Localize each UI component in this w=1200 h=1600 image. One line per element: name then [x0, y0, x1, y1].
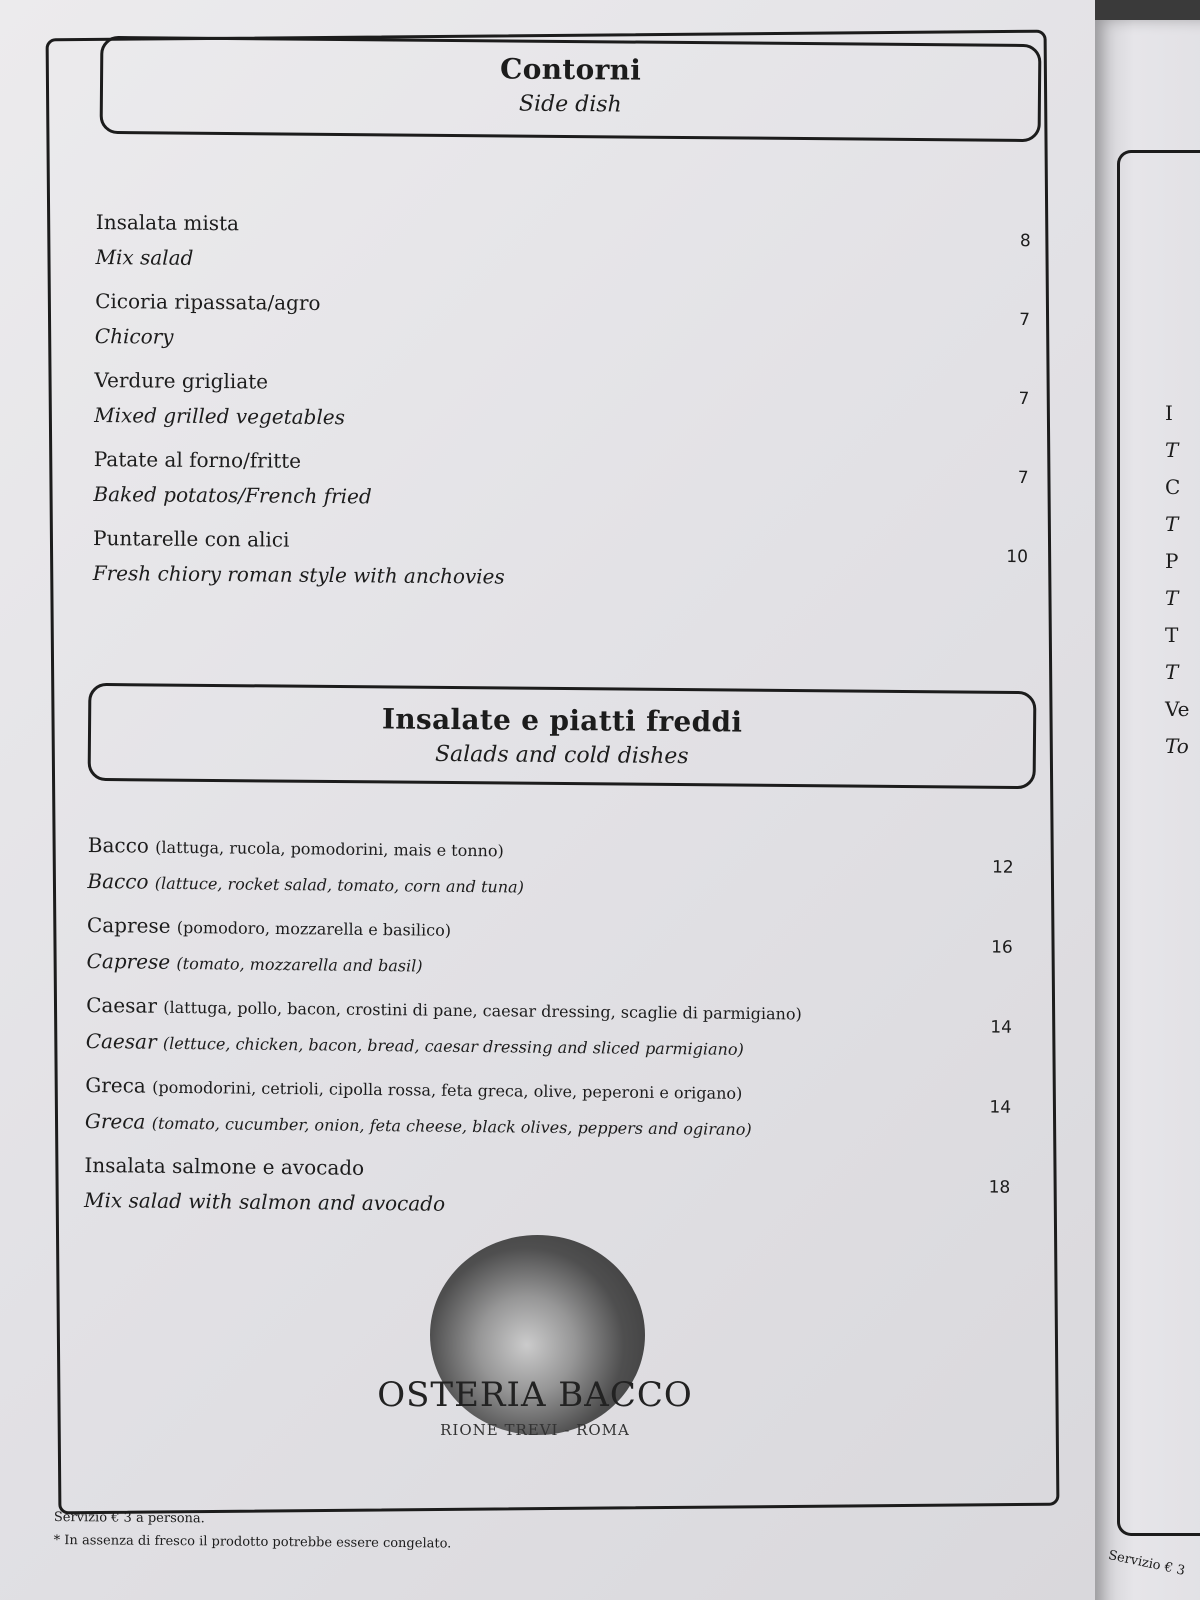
logo-name: OSTERIA BACCO: [377, 1375, 693, 1415]
menu-item: [84, 1148, 1025, 1238]
page-footer: [54, 1506, 452, 1555]
menu-item: [85, 988, 1026, 1078]
restaurant-logo: [370, 1235, 700, 1465]
item-ingredients: (lattuga, pollo, bacon, crostini di pane, caesar dressing, scaglie di parmigiano): [163, 997, 802, 1024]
next-page-letter: T: [1165, 512, 1179, 536]
item-price: 12: [991, 857, 1014, 878]
item-translation: Fresh chiory roman style with anchovies: [92, 560, 505, 589]
item-ingredients: (lattuga, rucola, pomodorini, mais e tonno): [155, 837, 504, 861]
item-translation: Chicory: [94, 323, 174, 349]
item-ingredients-translation: (tomato, cucumber, onion, feta cheese, black olives, peppers and ogirano): [151, 1113, 752, 1139]
item-price: 18: [988, 1177, 1011, 1198]
item-translation: Mix salad with salmon and avocado: [83, 1187, 446, 1216]
item-translation: Caesar: [85, 1028, 157, 1054]
item-ingredients: (pomodoro, mozzarella e basilico): [176, 917, 452, 940]
next-page-letter: T: [1165, 660, 1179, 684]
item-name: Caesar: [86, 992, 158, 1018]
section-header-contorni: [100, 36, 1042, 142]
item-translation: Bacco: [87, 868, 149, 894]
item-name: Bacco: [87, 832, 150, 858]
item-name: Verdure grigliate: [94, 367, 269, 394]
menu-item: [85, 1068, 1026, 1158]
contorni-list: [93, 205, 1041, 608]
item-name: Insalata salmone e avocado: [84, 1152, 365, 1180]
next-page-letter: P: [1165, 549, 1179, 573]
item-ingredients-translation: (tomato, mozzarella and basil): [176, 953, 423, 976]
section-title: Insalate e piatti freddi: [381, 702, 743, 739]
item-price: 7: [1019, 310, 1031, 331]
service-charge-note: Servizio € 3 a persona.: [53, 1509, 205, 1527]
item-translation: Caprese: [86, 948, 171, 974]
section-title: Contorni: [499, 52, 642, 87]
menu-item: [94, 363, 1040, 450]
section-subtitle: Side dish: [518, 91, 622, 118]
insalate-list: [84, 828, 1028, 1238]
menu-item: [86, 908, 1027, 998]
next-page-letter: I: [1165, 401, 1173, 425]
item-name: Patate al forno/fritte: [93, 446, 302, 473]
item-translation: Greca: [84, 1108, 146, 1134]
item-name: Greca: [85, 1072, 146, 1098]
next-page-letter: T: [1165, 623, 1179, 647]
frozen-product-note: * In assenza di fresco il prodotto potrebbe essere congelato.: [53, 1532, 452, 1552]
next-page-frame: [1117, 150, 1200, 1536]
item-ingredients-translation: (lattuce, rocket salad, tomato, corn and tuna): [154, 873, 524, 897]
menu-item: [93, 442, 1039, 529]
section-header-insalate: [88, 683, 1037, 789]
item-price: 14: [989, 1097, 1012, 1118]
item-ingredients-translation: (lettuce, chicken, bacon, bread, caesar dressing and sliced parmigiano): [162, 1033, 744, 1059]
item-name: Caprese: [86, 912, 171, 938]
logo-subtitle: RIONE TREVI - ROMA: [440, 1421, 630, 1439]
item-price: 10: [1006, 546, 1029, 568]
item-name: Puntarelle con alici: [92, 525, 290, 552]
next-page-letter: T: [1165, 438, 1179, 462]
next-page-footer: Servizio € 3: [1106, 1548, 1187, 1579]
next-page-letter: Ve: [1165, 697, 1190, 721]
item-price: 14: [990, 1017, 1013, 1038]
section-subtitle: Salads and cold dishes: [434, 741, 689, 770]
menu-item: [87, 828, 1028, 918]
item-translation: Mix salad: [95, 244, 194, 270]
item-price: 7: [1018, 389, 1030, 410]
next-page-letter: T: [1165, 586, 1179, 610]
menu-item: [95, 284, 1041, 371]
item-price: 8: [1019, 231, 1031, 252]
item-name: Insalata mista: [95, 209, 240, 236]
item-price: 7: [1017, 468, 1029, 489]
item-ingredients: (pomodorini, cetrioli, cipolla rossa, feta greca, olive, peperoni e origano): [152, 1077, 743, 1103]
item-name: Cicoria ripassata/agro: [95, 288, 321, 315]
next-page-items: [1165, 395, 1200, 765]
menu-item: [93, 521, 1039, 608]
next-page-letter: To: [1165, 734, 1189, 758]
menu-item: [95, 205, 1041, 292]
next-page-letter: C: [1165, 475, 1181, 499]
item-price: 16: [991, 937, 1013, 958]
item-translation: Mixed grilled vegetables: [94, 402, 345, 430]
item-translation: Baked potatos/French fried: [93, 481, 372, 509]
